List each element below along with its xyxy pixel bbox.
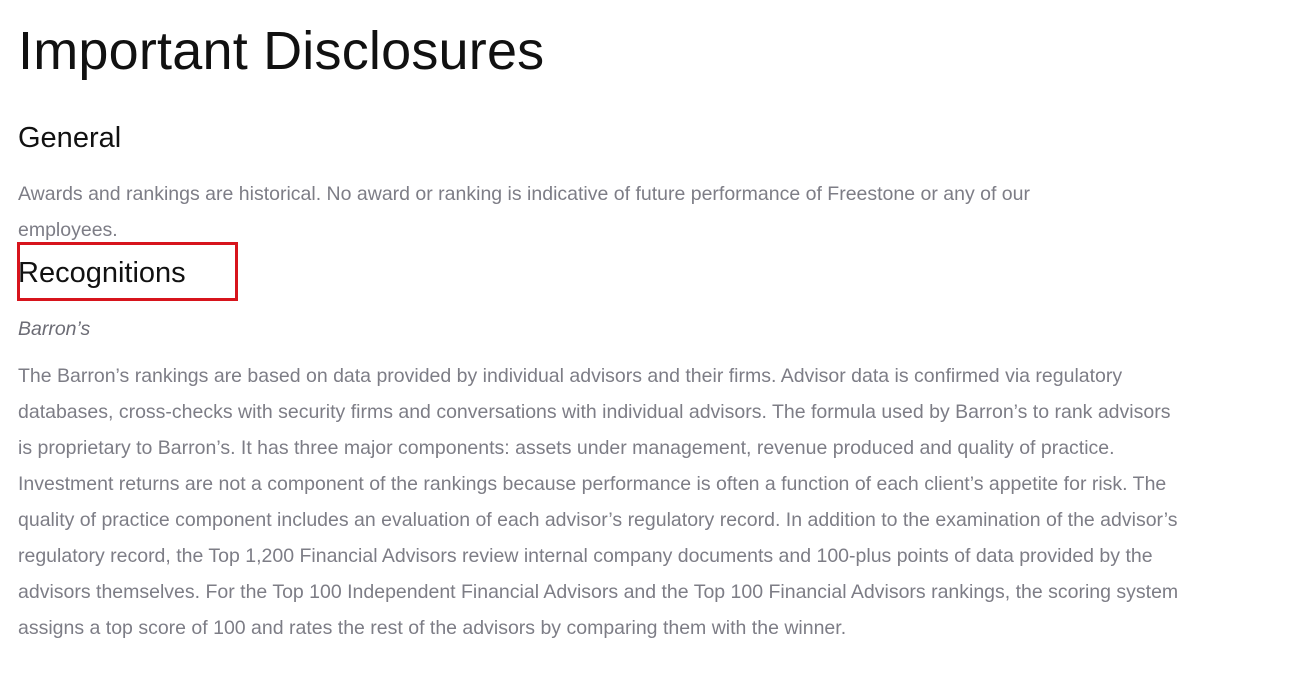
page-title: Important Disclosures — [18, 21, 545, 81]
barrons-source-label: Barron’s — [18, 318, 91, 340]
general-paragraph: Awards and rankings are historical. No award or ranking is indicative of future performance of Freestone or any of our employees. — [18, 183, 1030, 241]
barrons-paragraph: The Barron’s rankings are based on data provided by individual advisors and their firms. Advisor data is confirmed via regulatory databases, cross-checks with security firms and conversations with individual advisors. The formula used by Barron’s to rank advisors is proprietary to Barron’s. It has three major components: assets under management, revenue produced and quality of practice. Investment returns are not a component of the rankings because performance is often a function of each client’s appetite for risk. The quality of practice component includes an evaluation of each advisor’s regulatory record. In addition to the examination of the advisor’s regulatory record, the Top 1,200 Financial Advisors review internal company documents and 100-plus points of data provided by the advisors themselves. For the Top 100 Independent Financial Advisors and the Top 100 Financial Advisors rankings, the scoring system assigns a top score of 100 and rates the rest of the advisors by comparing them with the winner. — [18, 365, 1179, 639]
general-heading: General — [18, 122, 122, 154]
recognitions-heading[interactable]: Recognitions — [18, 257, 186, 289]
